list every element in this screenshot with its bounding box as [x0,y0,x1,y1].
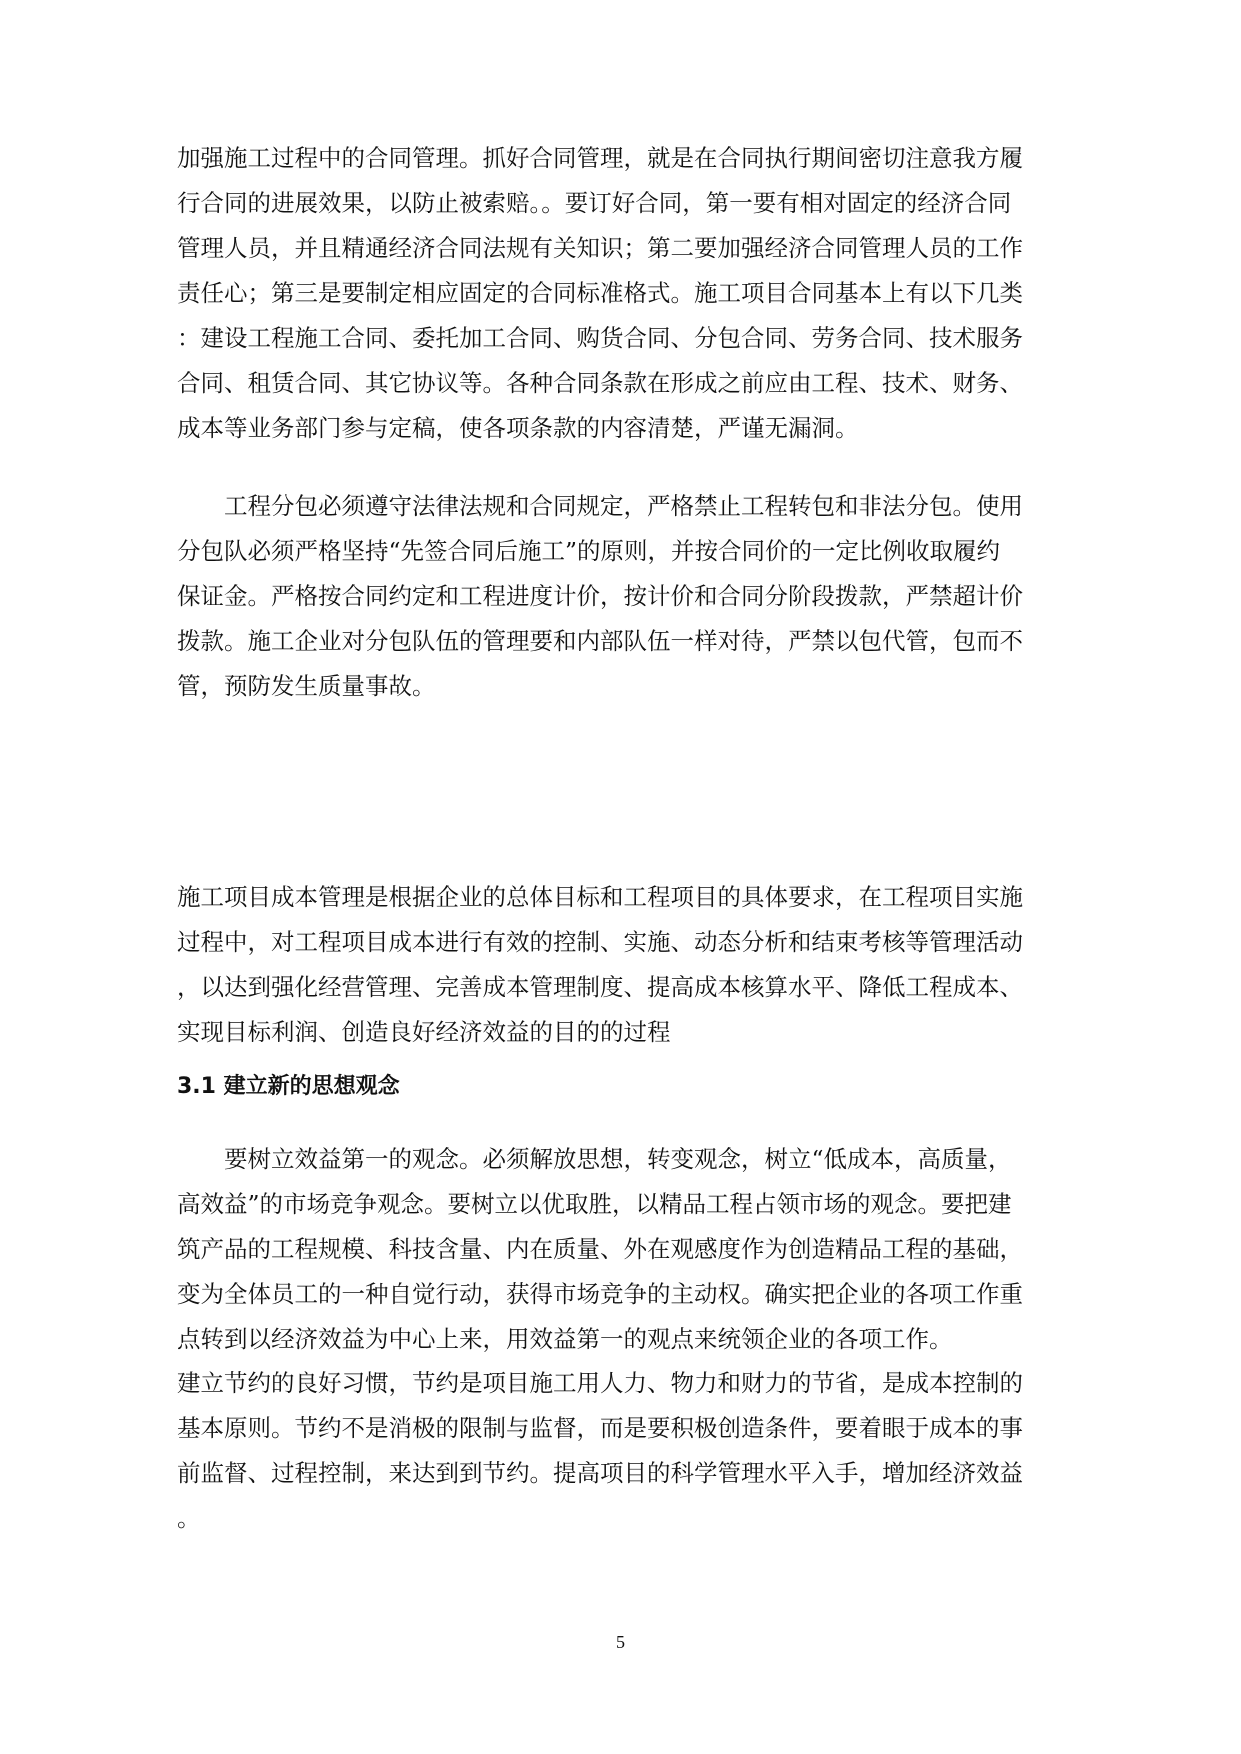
text-line: 责任心；第三是要制定相应固定的合同标准格式。施工项目合同基本上有以下几类 [177,279,1023,307]
text-line: 管，预防发生质量事故。 [177,672,436,700]
text-line: 筑产品的工程规模、科技含量、内在质量、外在观感度作为创造精品工程的基础， [177,1235,1023,1263]
page-number: 5 [616,1632,625,1652]
paragraph-saving-habit [177,1361,1067,1541]
text-line: 保证金。严格按合同约定和工程进度计价，按计价和合同分阶段拨款，严禁超计价 [177,582,1023,610]
text-line: 施工项目成本管理是根据企业的总体目标和工程项目的具体要求，在工程项目实施 [177,883,1023,911]
text-line: 要树立效益第一的观念。必须解放思想，转变观念，树立“低成本，高质量， [177,1145,1012,1173]
text-line: 管理人员，并且精通经济合同法规有关知识；第二要加强经济合同管理人员的工作 [177,234,1023,262]
text-line: ：建设工程施工合同、委托加工合同、购货合同、分包合同、劳务合同、技术服务 [177,324,1023,352]
text-line: 行合同的进展效果，以防止被索赔。。要订好合同，第一要有相对固定的经济合同 [177,189,1012,217]
text-line: 分包队必须严格坚持“先签合同后施工”的原则，并按合同价的一定比例收取履约 [177,537,1001,565]
text-line: 变为全体员工的一种自觉行动，获得市场竞争的主动权。确实把企业的各项工作重 [177,1280,1023,1308]
text-line: 建立节约的良好习惯，节约是项目施工用人力、物力和财力的节省，是成本控制的 [177,1369,1023,1397]
text-line: 点转到以经济效益为中心上来，用效益第一的观点来统领企业的各项工作。 [177,1325,953,1353]
paragraph-contract-management [177,136,1067,451]
text-line: 合同、租赁合同、其它协议等。各种合同条款在形成之前应由工程、技术、财务、 [177,369,1023,397]
text-line: 加强施工过程中的合同管理。抓好合同管理，就是在合同执行期间密切注意我方履 [177,144,1023,172]
text-line: ，以达到强化经营管理、完善成本管理制度、提高成本核算水平、降低工程成本、 [177,973,1023,1001]
paragraph-efficiency-concept [177,1137,1067,1362]
text-line: 。 [177,1504,201,1532]
text-line: 拨款。施工企业对分包队伍的管理要和内部队伍一样对待，严禁以包代管，包而不 [177,627,1023,655]
text-line: 实现目标利润、创造良好经济效益的目的的过程 [177,1018,671,1046]
text-line: 前监督、过程控制，来达到到节约。提高项目的科学管理水平入手，增加经济效益 [177,1459,1023,1487]
text-line: 基本原则。节约不是消极的限制与监督，而是要积极创造条件，要着眼于成本的事 [177,1414,1023,1442]
text-line: 工程分包必须遵守法律法规和合同规定，严格禁止工程转包和非法分包。使用 [177,492,1023,520]
paragraph-cost-management-definition [177,875,1067,1055]
section-heading: 3.1 建立新的思想观念 [177,1074,400,1099]
text-line: 过程中，对工程项目成本进行有效的控制、实施、动态分析和结束考核等管理活动 [177,928,1023,956]
text-line: 高效益”的市场竞争观念。要树立以优取胜，以精品工程占领市场的观念。要把建 [177,1190,1012,1218]
text-line: 成本等业务部门参与定稿，使各项条款的内容清楚，严谨无漏洞。 [177,414,859,442]
paragraph-subcontracting [177,484,1067,709]
